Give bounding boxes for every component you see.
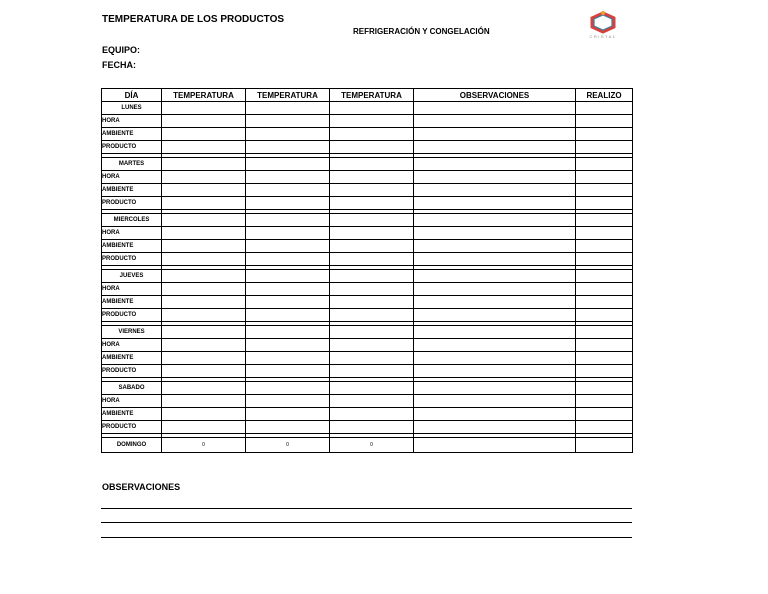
realizo-cell[interactable] bbox=[576, 141, 633, 154]
temperatura-2-cell[interactable] bbox=[246, 309, 330, 322]
temperatura-2-cell[interactable] bbox=[246, 102, 330, 115]
temperatura-1-cell[interactable] bbox=[162, 365, 246, 378]
row-label: AMBIENTE bbox=[102, 408, 162, 421]
realizo-cell[interactable] bbox=[576, 382, 633, 395]
table-row bbox=[102, 197, 633, 210]
realizo-cell[interactable] bbox=[576, 197, 633, 210]
observaciones-cell[interactable] bbox=[414, 197, 576, 210]
table-row bbox=[102, 365, 633, 378]
observaciones-cell[interactable] bbox=[414, 158, 576, 171]
table-row bbox=[102, 283, 633, 296]
temperatura-1-cell[interactable] bbox=[162, 339, 246, 352]
table-header-row bbox=[102, 89, 633, 102]
day-row bbox=[102, 102, 633, 115]
temperatura-1-cell[interactable] bbox=[162, 296, 246, 309]
temperatura-1-cell[interactable] bbox=[162, 326, 246, 339]
observaciones-cell[interactable] bbox=[414, 438, 576, 453]
temperatura-3-cell[interactable] bbox=[330, 309, 414, 322]
realizo-cell[interactable] bbox=[576, 309, 633, 322]
row-label: HORA bbox=[102, 115, 162, 128]
temperatura-3-cell[interactable] bbox=[330, 395, 414, 408]
temperatura-2-cell[interactable] bbox=[246, 365, 330, 378]
temperatura-3-cell[interactable] bbox=[330, 171, 414, 184]
temperatura-2-cell[interactable] bbox=[246, 395, 330, 408]
temperatura-2-cell[interactable] bbox=[246, 421, 330, 434]
realizo-cell[interactable] bbox=[576, 296, 633, 309]
realizo-cell[interactable] bbox=[576, 227, 633, 240]
temperatura-3-cell[interactable] bbox=[330, 128, 414, 141]
observaciones-cell[interactable] bbox=[414, 326, 576, 339]
observaciones-cell[interactable] bbox=[414, 309, 576, 322]
observaciones-cell[interactable] bbox=[414, 102, 576, 115]
row-label: AMBIENTE bbox=[102, 128, 162, 141]
temperatura-3-cell[interactable] bbox=[330, 283, 414, 296]
column-header-temperatura-2: TEMPERATURA bbox=[246, 89, 330, 102]
temperatura-2-cell[interactable] bbox=[246, 184, 330, 197]
temperatura-3-cell[interactable] bbox=[330, 214, 414, 227]
table-row bbox=[102, 296, 633, 309]
realizo-cell[interactable] bbox=[576, 184, 633, 197]
row-label: HORA bbox=[102, 171, 162, 184]
temperatura-2-cell[interactable] bbox=[246, 141, 330, 154]
row-label: AMBIENTE bbox=[102, 240, 162, 253]
temperatura-3-cell[interactable] bbox=[330, 115, 414, 128]
realizo-cell[interactable] bbox=[576, 253, 633, 266]
temperatura-2-cell[interactable] bbox=[246, 240, 330, 253]
observaciones-line-1[interactable] bbox=[101, 508, 632, 509]
row-label: HORA bbox=[102, 283, 162, 296]
temperatura-2-cell[interactable] bbox=[246, 326, 330, 339]
column-header-temperatura-3: TEMPERATURA bbox=[330, 89, 414, 102]
temperatura-2-cell[interactable] bbox=[246, 296, 330, 309]
table-row bbox=[102, 128, 633, 141]
column-header-realizo: REALIZO bbox=[576, 89, 633, 102]
temperatura-1-cell[interactable] bbox=[162, 171, 246, 184]
day-label: MARTES bbox=[102, 158, 162, 171]
temperatura-2-cell[interactable] bbox=[246, 197, 330, 210]
realizo-cell[interactable] bbox=[576, 326, 633, 339]
temperatura-1-cell[interactable] bbox=[162, 197, 246, 210]
table-row bbox=[102, 141, 633, 154]
observaciones-cell[interactable] bbox=[414, 270, 576, 283]
table-row bbox=[102, 171, 633, 184]
row-label: PRODUCTO bbox=[102, 253, 162, 266]
page-subtitle: REFRIGERACIÓN Y CONGELACIÓN bbox=[353, 27, 490, 36]
column-header-dia: DÍA bbox=[102, 89, 162, 102]
temperatura-1-cell[interactable] bbox=[162, 395, 246, 408]
realizo-cell[interactable] bbox=[576, 128, 633, 141]
table-row bbox=[102, 408, 633, 421]
realizo-cell[interactable] bbox=[576, 283, 633, 296]
temperatura-2-cell[interactable] bbox=[246, 115, 330, 128]
temperatura-2-cell[interactable]: 0 bbox=[246, 438, 330, 453]
temperatura-3-cell[interactable] bbox=[330, 408, 414, 421]
realizo-cell[interactable] bbox=[576, 240, 633, 253]
temperatura-3-cell[interactable]: 0 bbox=[330, 438, 414, 453]
day-label: VIERNES bbox=[102, 326, 162, 339]
row-label: HORA bbox=[102, 395, 162, 408]
realizo-cell[interactable] bbox=[576, 171, 633, 184]
observaciones-cell[interactable] bbox=[414, 240, 576, 253]
row-label: HORA bbox=[102, 339, 162, 352]
realizo-cell[interactable] bbox=[576, 365, 633, 378]
temperatura-2-cell[interactable] bbox=[246, 171, 330, 184]
temperatura-1-cell[interactable] bbox=[162, 309, 246, 322]
day-label: LUNES bbox=[102, 102, 162, 115]
fecha-label: FECHA: bbox=[102, 60, 136, 70]
observaciones-cell[interactable] bbox=[414, 214, 576, 227]
day-row bbox=[102, 382, 633, 395]
observaciones-cell[interactable] bbox=[414, 408, 576, 421]
temperatura-3-cell[interactable] bbox=[330, 326, 414, 339]
realizo-cell[interactable] bbox=[576, 115, 633, 128]
realizo-cell[interactable] bbox=[576, 421, 633, 434]
day-label: JUEVES bbox=[102, 270, 162, 283]
observaciones-cell[interactable] bbox=[414, 184, 576, 197]
temperatura-2-cell[interactable] bbox=[246, 408, 330, 421]
day-row bbox=[102, 158, 633, 171]
temperature-table bbox=[101, 88, 633, 453]
realizo-cell[interactable] bbox=[576, 395, 633, 408]
observaciones-cell[interactable] bbox=[414, 283, 576, 296]
temperatura-1-cell[interactable] bbox=[162, 141, 246, 154]
temperatura-3-cell[interactable] bbox=[330, 102, 414, 115]
realizo-cell[interactable] bbox=[576, 102, 633, 115]
row-label: AMBIENTE bbox=[102, 352, 162, 365]
table-row bbox=[102, 421, 633, 434]
row-label: AMBIENTE bbox=[102, 184, 162, 197]
temperatura-3-cell[interactable] bbox=[330, 270, 414, 283]
temperatura-1-cell[interactable] bbox=[162, 253, 246, 266]
realizo-cell[interactable] bbox=[576, 214, 633, 227]
table-row bbox=[102, 309, 633, 322]
observaciones-cell[interactable] bbox=[414, 227, 576, 240]
temperatura-3-cell[interactable] bbox=[330, 421, 414, 434]
temperatura-3-cell[interactable] bbox=[330, 352, 414, 365]
observaciones-cell[interactable] bbox=[414, 352, 576, 365]
temperatura-2-cell[interactable] bbox=[246, 382, 330, 395]
realizo-cell[interactable] bbox=[576, 158, 633, 171]
temperatura-2-cell[interactable] bbox=[246, 128, 330, 141]
temperatura-1-cell[interactable] bbox=[162, 352, 246, 365]
column-header-observaciones: OBSERVACIONES bbox=[414, 89, 576, 102]
temperatura-1-cell[interactable] bbox=[162, 115, 246, 128]
temperatura-2-cell[interactable] bbox=[246, 352, 330, 365]
realizo-cell[interactable] bbox=[576, 339, 633, 352]
observaciones-cell[interactable] bbox=[414, 115, 576, 128]
column-header-temperatura-1: TEMPERATURA bbox=[162, 89, 246, 102]
row-label: PRODUCTO bbox=[102, 421, 162, 434]
table-row bbox=[102, 339, 633, 352]
observaciones-label: OBSERVACIONES bbox=[102, 482, 181, 492]
realizo-cell[interactable] bbox=[576, 352, 633, 365]
observaciones-line-3[interactable] bbox=[101, 537, 632, 538]
day-label: DOMINGO bbox=[102, 438, 162, 453]
observaciones-cell[interactable] bbox=[414, 339, 576, 352]
realizo-cell[interactable] bbox=[576, 438, 633, 453]
observaciones-cell[interactable] bbox=[414, 141, 576, 154]
temperatura-1-cell[interactable] bbox=[162, 283, 246, 296]
table-row bbox=[102, 240, 633, 253]
temperatura-1-cell[interactable] bbox=[162, 270, 246, 283]
temperatura-2-cell[interactable] bbox=[246, 227, 330, 240]
day-label: MIERCOLES bbox=[102, 214, 162, 227]
observaciones-cell[interactable] bbox=[414, 365, 576, 378]
temperatura-3-cell[interactable] bbox=[330, 184, 414, 197]
day-row bbox=[102, 326, 633, 339]
row-label: PRODUCTO bbox=[102, 365, 162, 378]
realizo-cell[interactable] bbox=[576, 270, 633, 283]
observaciones-cell[interactable] bbox=[414, 171, 576, 184]
temperatura-2-cell[interactable] bbox=[246, 270, 330, 283]
table-row bbox=[102, 253, 633, 266]
row-label: HORA bbox=[102, 227, 162, 240]
temperatura-1-cell[interactable] bbox=[162, 214, 246, 227]
temperatura-3-cell[interactable] bbox=[330, 158, 414, 171]
day-row bbox=[102, 214, 633, 227]
temperatura-1-cell[interactable] bbox=[162, 227, 246, 240]
logo-icon bbox=[584, 10, 622, 34]
row-label: PRODUCTO bbox=[102, 141, 162, 154]
table-row bbox=[102, 395, 633, 408]
table-row bbox=[102, 227, 633, 240]
observaciones-cell[interactable] bbox=[414, 253, 576, 266]
temperatura-3-cell[interactable] bbox=[330, 227, 414, 240]
page-title: TEMPERATURA DE LOS PRODUCTOS bbox=[102, 14, 285, 25]
temperatura-1-cell[interactable] bbox=[162, 421, 246, 434]
observaciones-cell[interactable] bbox=[414, 296, 576, 309]
observaciones-cell[interactable] bbox=[414, 421, 576, 434]
temperatura-1-cell[interactable] bbox=[162, 184, 246, 197]
row-label: AMBIENTE bbox=[102, 296, 162, 309]
temperatura-3-cell[interactable] bbox=[330, 382, 414, 395]
temperatura-2-cell[interactable] bbox=[246, 253, 330, 266]
temperatura-1-cell[interactable] bbox=[162, 158, 246, 171]
temperatura-3-cell[interactable] bbox=[330, 296, 414, 309]
temperatura-1-cell[interactable] bbox=[162, 408, 246, 421]
temperatura-3-cell[interactable] bbox=[330, 240, 414, 253]
day-label: SABADO bbox=[102, 382, 162, 395]
logo-text: CRISTAL bbox=[589, 34, 617, 39]
day-row bbox=[102, 438, 633, 453]
temperatura-1-cell[interactable] bbox=[162, 382, 246, 395]
observaciones-cell[interactable] bbox=[414, 395, 576, 408]
row-label: PRODUCTO bbox=[102, 309, 162, 322]
table-row bbox=[102, 115, 633, 128]
company-logo bbox=[584, 10, 622, 42]
temperatura-2-cell[interactable] bbox=[246, 339, 330, 352]
table-row bbox=[102, 352, 633, 365]
realizo-cell[interactable] bbox=[576, 408, 633, 421]
temperatura-3-cell[interactable] bbox=[330, 141, 414, 154]
row-label: PRODUCTO bbox=[102, 197, 162, 210]
temperatura-1-cell[interactable] bbox=[162, 102, 246, 115]
observaciones-line-2[interactable] bbox=[101, 522, 632, 523]
temperatura-2-cell[interactable] bbox=[246, 158, 330, 171]
temperatura-1-cell[interactable] bbox=[162, 128, 246, 141]
temperatura-3-cell[interactable] bbox=[330, 365, 414, 378]
temperatura-2-cell[interactable] bbox=[246, 283, 330, 296]
day-row bbox=[102, 270, 633, 283]
temperatura-3-cell[interactable] bbox=[330, 197, 414, 210]
observaciones-cell[interactable] bbox=[414, 382, 576, 395]
temperatura-3-cell[interactable] bbox=[330, 253, 414, 266]
observaciones-cell[interactable] bbox=[414, 128, 576, 141]
table-row bbox=[102, 184, 633, 197]
temperatura-2-cell[interactable] bbox=[246, 214, 330, 227]
equipo-label: EQUIPO: bbox=[102, 45, 141, 55]
temperatura-1-cell[interactable] bbox=[162, 240, 246, 253]
temperatura-3-cell[interactable] bbox=[330, 339, 414, 352]
temperatura-1-cell[interactable]: 0 bbox=[162, 438, 246, 453]
